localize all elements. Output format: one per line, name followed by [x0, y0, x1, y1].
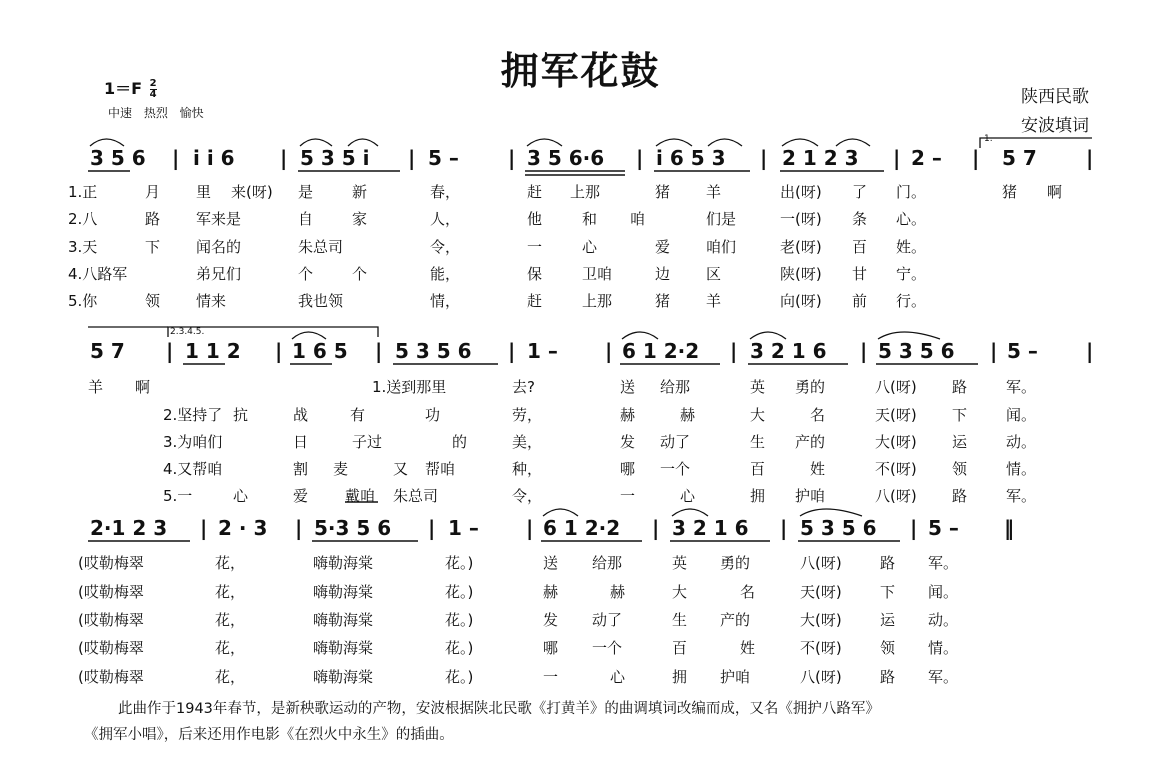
lyric-word: 大(呀) [875, 433, 917, 451]
lyric-word: 军。 [1006, 378, 1037, 396]
barline: | [780, 516, 788, 540]
footnote-line-2: 《拥军小唱》，后来还用作电影《在烈火中永生》的插曲。 [84, 727, 454, 743]
lyric-word: 拥 [672, 668, 688, 686]
lyric-word: 羊 [706, 292, 722, 310]
lyric-word: 情。 [928, 639, 959, 657]
lyric-word: 大 [750, 406, 766, 424]
lyric-word: 闻。 [928, 583, 959, 601]
lyric-word: 咱 [630, 210, 646, 228]
lyric-word: 军。 [928, 554, 959, 572]
lyric-word: 赫 [680, 406, 696, 424]
note-group: 5 3 5 6 [800, 516, 877, 540]
barline: | [893, 146, 901, 170]
slur [292, 332, 326, 339]
lyric-word: 4.又帮咱 [163, 460, 223, 478]
note-group: 5 3 5 i [300, 146, 370, 170]
lyric-word: 保 [527, 265, 543, 283]
lyric-word: 心 [680, 487, 696, 505]
slur [708, 139, 742, 146]
lyric-word: 啊 [1047, 183, 1063, 201]
lyric-word: 给那 [660, 378, 691, 396]
note-group: 1 6 5 [292, 339, 348, 363]
lyric-word: 发 [543, 611, 559, 629]
lyric-word: 帮咱 [425, 460, 456, 478]
lyric-word: 心 [233, 487, 249, 505]
lyric-word: 路 [952, 487, 968, 505]
note-group: 5 – [928, 516, 959, 540]
lyric-word: 八(呀) [875, 378, 917, 396]
barline: | [275, 339, 283, 363]
lyric-word: 的 [452, 433, 468, 451]
lyric-word: 日 [293, 433, 309, 451]
lyric-word: 动了 [660, 433, 691, 451]
note-group: 5 7 [90, 339, 125, 363]
barline: | [1086, 146, 1094, 170]
lyric-word: 宁。 [896, 265, 927, 283]
lyric-word: 产的 [720, 611, 751, 629]
lyric-word: 我也领 [298, 292, 344, 310]
lyric-word: 运 [880, 611, 896, 629]
lyric-word: 勇的 [720, 554, 751, 572]
lyric-word: 心 [610, 668, 626, 686]
lyric-word: 自 [298, 210, 314, 228]
lyric-word: (哎勒梅翠 [78, 583, 144, 601]
lyric-word: 情来 [196, 292, 227, 310]
lyric-word: 门。 [896, 183, 927, 201]
lyric-word: 出(呀) [780, 183, 822, 201]
lyric-word: 百 [672, 639, 688, 657]
lyric-word: 向(呀) [780, 292, 822, 310]
lyric-word: 花， [215, 554, 246, 572]
lyric-word: 天(呀) [800, 583, 842, 601]
lyric-word: 姓 [740, 639, 756, 657]
lyric-word: 花， [215, 583, 246, 601]
lyric-word: 个 [298, 265, 314, 283]
lyric-word: 动了 [592, 611, 623, 629]
lyric-word: 家 [352, 210, 368, 228]
lyric-word: 路 [880, 668, 896, 686]
barline: | [408, 146, 416, 170]
lyric-word: 护咱 [720, 668, 751, 686]
note-group: 2 – [911, 146, 942, 170]
lyric-word: 花， [215, 639, 246, 657]
lyric-word: 朱总司 [393, 487, 439, 505]
lyric-word: 行。 [896, 292, 927, 310]
lyric-word: 一个 [660, 460, 691, 478]
lyric-word: 条 [852, 210, 868, 228]
source-credit: 陕西民歌 [1021, 87, 1089, 107]
lyric-word: 4.八路军 [68, 265, 128, 283]
lyric-word: 大(呀) [800, 611, 842, 629]
lyric-word: 了 [852, 183, 868, 201]
footnote-line-1: 此曲作于1943年春节，是新秧歌运动的产物，安波根据陕北民歌《打黄羊》的曲调填词改编而成，又名《拥护八路军》 [118, 701, 880, 717]
lyric-word: 大 [672, 583, 688, 601]
slur [836, 139, 870, 146]
barline: | [910, 516, 918, 540]
lyric-word: 新 [352, 183, 368, 201]
lyric-word: 羊 [706, 183, 722, 201]
lyric-word: 区 [706, 265, 722, 283]
lyric-word: 给那 [592, 554, 623, 572]
note-group: 5·3 5 6 [314, 516, 392, 540]
volta-1-bracket [980, 138, 1092, 148]
lyric-word: 领 [880, 639, 896, 657]
barline: | [760, 146, 768, 170]
lyric-word: 姓 [810, 460, 826, 478]
lyric-word: 去? [512, 378, 535, 396]
note-group: 3 5 6 [90, 146, 146, 170]
lyric-word: 种， [512, 460, 543, 478]
lyric-word: 嗨勒海棠 [313, 583, 374, 601]
slur [543, 509, 578, 516]
lyric-word: 花， [215, 611, 246, 629]
lyric-word: 咱们 [706, 238, 737, 256]
lyric-word: 闻。 [1006, 406, 1037, 424]
lyric-word: 天(呀) [875, 406, 917, 424]
lyric-word: 们是 [706, 210, 737, 228]
lyric-word: 能， [430, 265, 461, 283]
lyric-word: 爱 [655, 238, 671, 256]
slur [878, 332, 940, 339]
lyric-word: 甘 [852, 265, 868, 283]
slur [750, 332, 786, 339]
lyric-word: 上那 [582, 292, 613, 310]
lyric-word: 赫 [543, 583, 559, 601]
lyric-word: 英 [672, 554, 688, 572]
lyric-word: 2.八 [68, 210, 98, 228]
lyric-word: 英 [750, 378, 766, 396]
lyric-word: 上那 [570, 183, 601, 201]
slur [800, 509, 862, 516]
lyric-word: 朱总司 [298, 238, 344, 256]
lyric-word: 下 [952, 406, 968, 424]
lyric-word: 花。) [445, 639, 474, 657]
note-group: 1 – [448, 516, 479, 540]
time-signature-top: 2 [149, 78, 157, 89]
barline: | [508, 339, 516, 363]
barline: | [428, 516, 436, 540]
lyric-word: 3.天 [68, 238, 98, 256]
note-group: 6 1 2·2 [543, 516, 621, 540]
note-group: 2·1 2 3 [90, 516, 168, 540]
barline: | [526, 516, 534, 540]
lyric-word: 嗨勒海棠 [313, 668, 374, 686]
lyric-word: 生 [750, 433, 766, 451]
lyric-word: 嗨勒海棠 [313, 611, 374, 629]
lyric-word: 边 [655, 265, 671, 283]
lyric-word: 姓。 [896, 238, 927, 256]
lyric-word: 花。) [445, 583, 474, 601]
lyric-word: 护咱 [795, 487, 826, 505]
lyric-word: 令， [512, 487, 543, 505]
lyric-word: 弟兄们 [196, 265, 242, 283]
lyric-word: 一 [620, 487, 636, 505]
barline: | [1086, 339, 1094, 363]
lyric-word: 闻名的 [196, 238, 242, 256]
lyric-word: 有 [350, 406, 366, 424]
barline: | [280, 146, 288, 170]
lyric-word: 赶 [527, 183, 543, 201]
barline: | [172, 146, 180, 170]
note-group: 3 2 1 6 [672, 516, 749, 540]
lyric-word: 2.坚持了 [163, 406, 223, 424]
lyric-word: 功 [425, 406, 441, 424]
lyric-word: 啊 [135, 378, 151, 396]
volta-1-label: 1. [984, 134, 993, 144]
lyric-word: 动。 [928, 611, 959, 629]
lyric-word: 花。) [445, 554, 474, 572]
barline: | [508, 146, 516, 170]
lyric-word: 戴咱 [345, 487, 376, 505]
lyric-word: (哎勒梅翠 [78, 554, 144, 572]
lyric-word: 赫 [620, 406, 636, 424]
key-label: 1＝F [104, 79, 143, 98]
volta-2-bracket [168, 327, 378, 337]
note-group: 5 3 5 6 [395, 339, 472, 363]
lyric-word: 月 [145, 183, 161, 201]
lyric-word: 赶 [527, 292, 543, 310]
lyric-word: 来(呀) [231, 183, 273, 201]
lyric-word: 花。) [445, 668, 474, 686]
lyric-word: 子过 [352, 433, 383, 451]
slur [90, 139, 124, 146]
note-group: 3 2 1 6 [750, 339, 827, 363]
lyric-word: 赫 [610, 583, 626, 601]
lyric-word: 哪 [543, 639, 559, 657]
slur [300, 139, 332, 146]
lyric-word: 生 [672, 611, 688, 629]
lyric-word: 花， [215, 668, 246, 686]
lyric-word: 不(呀) [800, 639, 842, 657]
lyric-word: 前 [852, 292, 868, 310]
lyric-word: 5.你 [68, 292, 98, 310]
lyric-word: 情。 [1006, 460, 1037, 478]
lyric-word: 下 [145, 238, 161, 256]
lyric-word: 一 [527, 238, 543, 256]
lyric-word: 百 [750, 460, 766, 478]
lyric-word: 路 [880, 554, 896, 572]
barline: | [990, 339, 998, 363]
lyric-word: 人， [430, 210, 461, 228]
lyric-word: 路 [952, 378, 968, 396]
lyric-word: 产的 [795, 433, 826, 451]
lyric-word: 花。) [445, 611, 474, 629]
lyric-word: 劳， [512, 406, 543, 424]
note-group: 1 1 2 [185, 339, 241, 363]
lyric-word: 令， [430, 238, 461, 256]
note-group: 1 – [527, 339, 558, 363]
slur [656, 139, 692, 146]
lyric-word: 运 [952, 433, 968, 451]
note-group: 2 1 2 3 [782, 146, 859, 170]
barline: | [730, 339, 738, 363]
slur [348, 139, 378, 146]
lyric-word: 里 [196, 183, 212, 201]
lyric-word: 他 [527, 210, 543, 228]
lyric-word: 一个 [592, 639, 623, 657]
lyric-word: 陕(呀) [780, 265, 822, 283]
lyric-word: 个 [352, 265, 368, 283]
volta-2-label: 2.3.4.5. [170, 327, 205, 337]
note-group: 3 5 6·6 [527, 146, 605, 170]
lyric-word: 割 [293, 460, 309, 478]
barline: | [972, 146, 980, 170]
lyric-word: 哪 [620, 460, 636, 478]
barline: | [636, 146, 644, 170]
barline: | [652, 516, 660, 540]
barline: | [200, 516, 208, 540]
lyric-word: 猪 [655, 183, 671, 201]
lyric-word: 猪 [655, 292, 671, 310]
lyric-word: 1.正 [68, 183, 98, 201]
lyric-word: 军。 [1006, 487, 1037, 505]
lyric-word: 嗨勒海棠 [313, 554, 374, 572]
lyric-word: 心。 [896, 210, 927, 228]
lyric-word: 军来是 [196, 210, 242, 228]
lyric-word: (哎勒梅翠 [78, 611, 144, 629]
slur [782, 139, 818, 146]
barline: | [860, 339, 868, 363]
lyric-word: 嗨勒海棠 [313, 639, 374, 657]
lyric-word: 心 [582, 238, 598, 256]
final-barline: ‖ [1004, 516, 1014, 540]
lyric-word: 发 [620, 433, 636, 451]
lyric-word: 下 [880, 583, 896, 601]
lyric-word: 领 [952, 460, 968, 478]
tempo-marking: 中速 热烈 愉快 [108, 106, 204, 120]
lyric-word: 又 [393, 460, 409, 478]
lyric-word: 和 [582, 210, 598, 228]
lyric-word: 路 [145, 210, 161, 228]
note-group: i i 6 [193, 146, 235, 170]
lyric-word: 送 [620, 378, 636, 396]
lyric-word: 不(呀) [875, 460, 917, 478]
lyric-word: 抗 [233, 406, 249, 424]
lyric-word: 名 [810, 406, 826, 424]
slur [527, 139, 562, 146]
note-group: 5 – [1007, 339, 1038, 363]
slur [672, 509, 708, 516]
lyric-word: 百 [852, 238, 868, 256]
note-group: 5 3 5 6 [878, 339, 955, 363]
lyric-word: 卫咱 [582, 265, 613, 283]
lyric-word: 八(呀) [875, 487, 917, 505]
time-signature-bottom: 4 [149, 89, 157, 100]
lyric-word: 动。 [1006, 433, 1037, 451]
lyric-word: 领 [145, 292, 161, 310]
barline: | [295, 516, 303, 540]
lyric-word: 美， [512, 433, 543, 451]
lyric-word: 勇的 [795, 378, 826, 396]
lyric-word: 战 [293, 406, 309, 424]
lyric-word: 麦 [333, 460, 349, 478]
note-group: 5 7 [1002, 146, 1037, 170]
lyric-word: 是 [298, 183, 314, 201]
lyric-word: 5.一 [163, 487, 193, 505]
lyric-word: 爱 [293, 487, 309, 505]
lyric-word: 军。 [928, 668, 959, 686]
lyric-word: 1.送到那里 [372, 378, 447, 396]
barline: | [166, 339, 174, 363]
lyric-word: (哎勒梅翠 [78, 639, 144, 657]
lyric-word: 猪 [1002, 183, 1018, 201]
lyric-word: 八(呀) [800, 554, 842, 572]
lyric-word: 3.为咱们 [163, 433, 223, 451]
note-group: 2 · 3 [218, 516, 268, 540]
lyric-word: 一(呀) [780, 210, 822, 228]
note-group: 5 – [428, 146, 459, 170]
note-group: i 6 5 3 [656, 146, 726, 170]
lyric-word: 老(呀) [780, 238, 822, 256]
barline: | [605, 339, 613, 363]
lyric-word: 八(呀) [800, 668, 842, 686]
barline: | [375, 339, 383, 363]
lyric-word: 名 [740, 583, 756, 601]
lyric-word: (哎勒梅翠 [78, 668, 144, 686]
lyric-word: 拥 [750, 487, 766, 505]
lyric-word: 送 [543, 554, 559, 572]
lyric-word: 春， [430, 183, 461, 201]
lyricist-credit: 安波填词 [1021, 116, 1089, 136]
note-group: 6 1 2·2 [622, 339, 700, 363]
lyric-word: 情， [430, 292, 461, 310]
lyric-word: 一 [543, 668, 559, 686]
lyric-word: 羊 [88, 378, 104, 396]
slur [622, 332, 658, 339]
song-title: 拥军花鼓 [500, 49, 661, 93]
